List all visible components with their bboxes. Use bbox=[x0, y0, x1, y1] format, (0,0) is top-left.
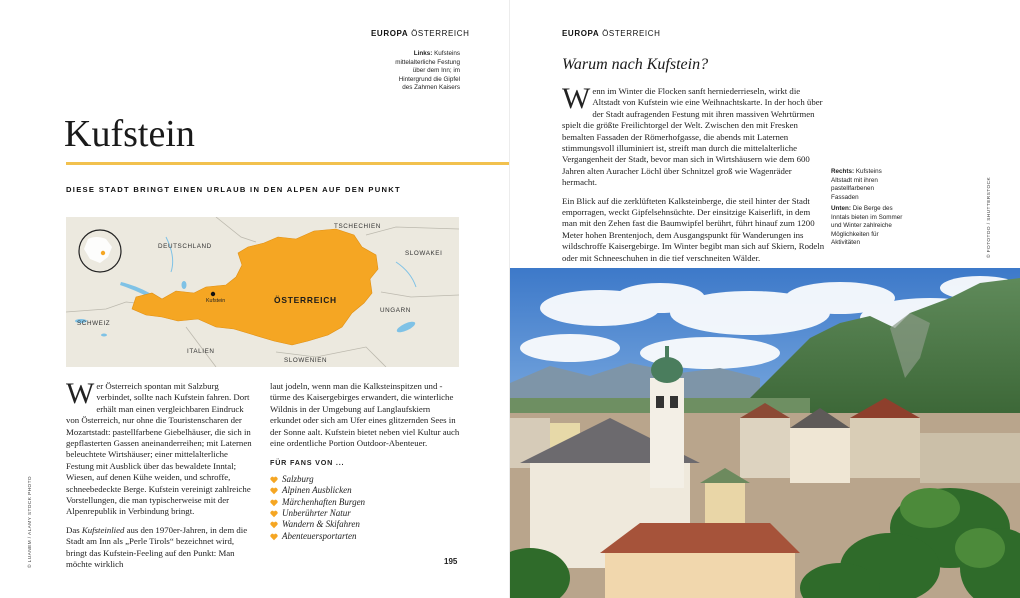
body-column-1 bbox=[66, 377, 256, 578]
page-number: 195 bbox=[444, 557, 458, 566]
apricot-house bbox=[605, 553, 795, 598]
kufstein-photo-svg bbox=[510, 268, 1020, 598]
label-schweiz: SCHWEIZ bbox=[77, 320, 111, 327]
intro-paragraph bbox=[66, 377, 256, 518]
list-item: Alpinen Ausblicken bbox=[270, 485, 460, 496]
label-italien: ITALIEN bbox=[187, 348, 215, 355]
p2-rest: aus den 1970er-Jahren, in dem die Stadt am Inn als „Perle Tirols“ bezeichnet wird, bringt das Kufstein-Feeling auf den Punkt: Man möchte wirklich bbox=[66, 524, 248, 570]
heart-icon bbox=[270, 510, 278, 518]
mountains-paragraph: Ein Blick auf die zerklüfteten Kalksteinberge, die steil hinter der Stadt emporragen, weckt Gipfelsehnsüchte. Der einsitzige Kaiserlift, in dem man mit den Zehen fast die Baumwipfel berührt, führt hinauf zum 1200 Meter hohen Brentenjoch, dem Ausgangspunkt für Wanderungen ins wildschroffe Kaisergebirge. Im Winter begibt man sich auf Skiern, Rodeln oder mit Schneeschuhen in die tief verschneiten Wälder. bbox=[562, 195, 825, 263]
label-ungarn: UNGARN bbox=[380, 307, 411, 314]
label-slowakei: SLOWAKEI bbox=[405, 250, 443, 257]
p2-italic: Kufsteinlied bbox=[81, 524, 125, 535]
winter-text: enn im Winter die Flocken sanft herniederrieseln, wirkt die Altstadt von Kufstein wie eine Weihnachtskarte. In der hoch über der Stadt aufragenden Festung mit ihren massiven Wehrtürmen spielt die größte Freilichtorgel der Welt. Zwischen den mit Fresken bemalten Fassaden der Römerhofgasse, die abends mit Laternen stimmungsvoll illuminiert ist, streift man durch die mittelalterliche Vergangenheit der Stadt, bevor man sich in Wirtshäusern wie dem 600 Jahren alten Auracher Löchl über Schnitzel groß wie Wagenräder hermacht. bbox=[562, 86, 823, 188]
kufsteinlied-paragraph bbox=[66, 525, 256, 571]
label-oesterreich: ÖSTERREICH bbox=[274, 295, 337, 305]
right-caption: Rechts: Kufsteins Altstadt mit ihren pastellfarbenen Fassaden bbox=[831, 168, 882, 201]
church-tower bbox=[650, 378, 684, 488]
dropcap-left: W bbox=[66, 377, 95, 410]
onion-dome bbox=[651, 357, 683, 383]
map-svg bbox=[66, 217, 459, 367]
right-body-text bbox=[562, 82, 826, 271]
left-photo-credit: © LUANEM / ALAMY STOCK PHOTO bbox=[28, 475, 33, 568]
fans-list bbox=[270, 474, 460, 542]
right-page-header: EUROPA ÖSTERREICH bbox=[562, 29, 661, 38]
label-kufstein: Kufstein bbox=[206, 298, 226, 304]
label-tschechien: TSCHECHIEN bbox=[334, 223, 381, 230]
list-item: Unberührter Natur bbox=[270, 508, 460, 519]
fans-heading: FÜR FANS VON ... bbox=[270, 458, 345, 468]
inset-globe bbox=[79, 230, 121, 272]
title-underline bbox=[66, 162, 510, 165]
kufstein-marker bbox=[211, 292, 215, 296]
below-caption: Unten: Die Berge des Inntals bieten im Sommer und Winter zahlreiche Möglichkeiten für Aktivitäten bbox=[831, 205, 903, 247]
kufstein-photo bbox=[510, 268, 1020, 598]
page-title: Kufstein bbox=[64, 113, 195, 155]
page-subtitle: DIESE STADT BRINGT EINEN URLAUB IN DEN ALPEN AUF DEN PUNKT bbox=[66, 185, 401, 194]
winter-paragraph bbox=[562, 82, 826, 189]
top-left-photo-caption: Links: Kufsteins mittelalterliche Festung über dem Inn; im Hintergrund die Gipfel des Zahmen Kaisers bbox=[395, 50, 460, 92]
heart-icon bbox=[270, 521, 278, 529]
heart-icon bbox=[270, 487, 278, 495]
heart-icon bbox=[270, 476, 278, 484]
heart-icon bbox=[270, 499, 278, 507]
label-slowenien: SLOWENIEN bbox=[284, 357, 328, 364]
section-heading: Warum nach Kufstein? bbox=[562, 56, 709, 73]
right-photo-credit: © FOTOTOO / SHUTTERSTOCK bbox=[987, 176, 992, 258]
dropcap-right: W bbox=[562, 82, 591, 115]
label-deutschland: DEUTSCHLAND bbox=[158, 243, 212, 250]
list-item: Abenteuersportarten bbox=[270, 531, 460, 542]
location-map bbox=[66, 217, 459, 367]
p2-start: Das bbox=[66, 524, 82, 535]
body-column-2 bbox=[270, 381, 460, 542]
list-item: Salzburg bbox=[270, 474, 460, 485]
intro-text: er Österreich spontan mit Salzburg verbindet, sollte nach Kufstein fahren. Dort erhält man einen vergleichbaren Eindruck von Österreich, nur ohne die Touristenscharen der Mozartstadt: pastellfarbene Giebelhäuser, die sich in gepflasterten Gassen aneinanderreihen; mit Laternen beleuchtete Wirtshäuser; einer mittelalterliche Festung mit Ausblick über das bewaldete Inntal; Wiesen, auf denen Kühe weiden, und schroffe, schneebedeckte Berge. Kufstein vereinigt zahlreiche Vorstellungen, die man typischerweise mit der Alpenrepublik in Verbindung bringt. bbox=[66, 381, 252, 517]
left-page-header: EUROPA ÖSTERREICH bbox=[371, 29, 470, 38]
list-item: Wandern & Skifahren bbox=[270, 519, 460, 530]
list-item: Märchenhaften Burgen bbox=[270, 497, 460, 508]
heart-icon bbox=[270, 533, 278, 541]
right-page bbox=[510, 0, 1020, 598]
outdoor-paragraph: laut jodeln, wenn man die Kalksteinspitzen und -türme des Kaisergebirges erwandert, die winterliche Wildnis in der Umgebung auf Langlaufskiern erkundet oder sich am Ufer eines glitzernden Sees in der Sonne aalt. Kufstein bietet neben viel Kultur auch eine ordentliche Portion Outdoor-Abenteuer. bbox=[270, 381, 460, 449]
